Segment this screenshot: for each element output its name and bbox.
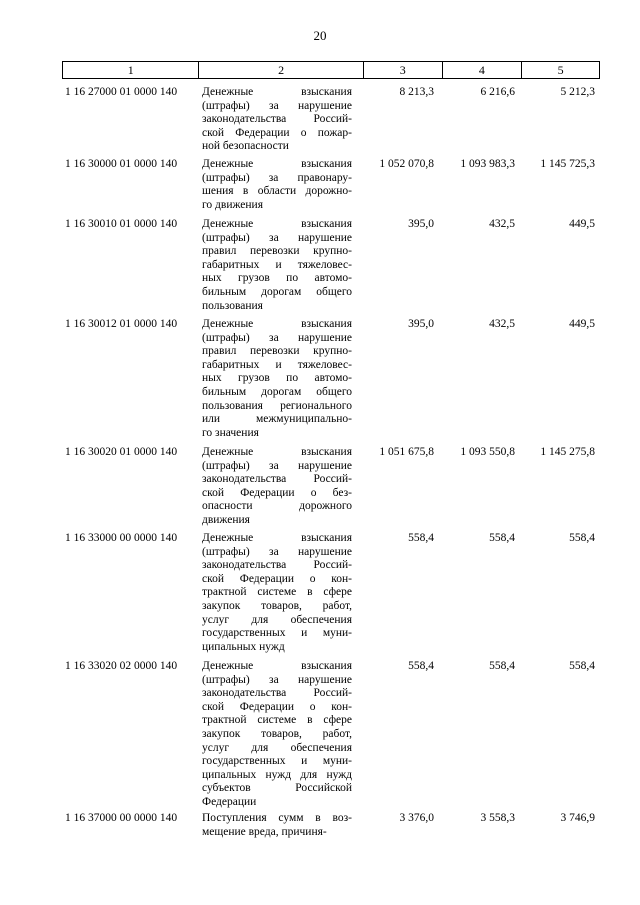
description-line: Федерации [202,795,257,808]
description-line: Денежные взыскания [202,532,352,544]
description-line: трактной системе в сфере [202,714,352,727]
description-line: шения в области дорожно- [202,185,352,198]
row-code: 1 16 30000 01 0000 140 [65,158,178,170]
description-line: услуг для обеспечения [202,741,352,754]
description-line: ской Федерации о кон- [202,572,352,585]
row-code: 1 16 30012 01 0000 140 [65,318,178,330]
description-line: законодательства Россий- [202,687,352,700]
description-line: бильным дорогам общего [202,385,352,398]
description-line: (штрафы) за нарушение [202,331,352,344]
description-line: ной безопасности [202,140,289,153]
description-line: пользования [202,299,263,312]
description-line: трактной системе в сфере [202,586,352,599]
value-col-5: 449,5 [569,318,595,330]
row-description [202,812,352,839]
description-line: (штрафы) за правонару- [202,171,352,184]
description-line: услуг для обеспечения [202,613,352,626]
header-col-4: 4 [443,62,523,78]
value-col-3: 558,4 [408,660,434,672]
description-line: (штрафы) за нарушение [202,231,352,244]
value-col-5: 558,4 [569,660,595,672]
value-col-3: 1 052 070,8 [379,158,434,170]
row-code: 1 16 30010 01 0000 140 [65,218,178,230]
description-line: государственных и муни- [202,627,352,640]
description-line: габаритных и тяжеловес- [202,358,352,371]
description-line: ных грузов по автомо- [202,372,352,385]
value-col-3: 395,0 [408,218,434,230]
description-line: го значения [202,426,259,439]
description-line: пользования регионального [202,399,352,412]
value-col-5: 558,4 [569,532,595,544]
value-col-3: 8 213,3 [399,86,434,98]
description-line: законодательства Россий- [202,473,352,486]
description-line: Денежные взыскания [202,446,352,458]
value-col-3: 1 051 675,8 [379,446,434,458]
description-line: (штрафы) за нарушение [202,99,352,112]
value-col-3: 3 376,0 [399,812,434,824]
description-line: опасности дорожного [202,500,352,513]
description-line: габаритных и тяжеловес- [202,258,352,271]
description-line: мещение вреда, причиня- [202,825,327,838]
header-col-2: 2 [199,62,363,78]
description-line: движения [202,513,250,526]
row-code: 1 16 37000 00 0000 140 [65,812,178,824]
description-line: Денежные взыскания [202,660,352,672]
value-col-4: 1 093 983,3 [460,158,515,170]
description-line: или межмуниципально- [202,413,352,426]
description-line: ской Федерации о пожар- [202,126,352,139]
value-col-5: 1 145 275,8 [540,446,595,458]
description-line: законодательства Россий- [202,113,352,126]
value-col-5: 3 746,9 [560,812,595,824]
row-code: 1 16 33020 02 0000 140 [65,660,178,672]
description-line: (штрафы) за нарушение [202,459,352,472]
description-line: ской Федерации о кон- [202,700,352,713]
header-col-3: 3 [364,62,443,78]
description-line: (штрафы) за нарушение [202,673,352,686]
description-line: ципальных нужд [202,640,285,653]
description-line: правил перевозки крупно- [202,345,352,358]
description-line: Денежные взыскания [202,158,352,170]
table-header [62,61,600,79]
description-line: ципальных нужд для нужд [202,768,352,781]
row-description [202,158,352,212]
description-line: бильным дорогам общего [202,285,352,298]
value-col-4: 432,5 [489,318,515,330]
description-line: ных грузов по автомо- [202,272,352,285]
value-col-4: 558,4 [489,532,515,544]
value-col-4: 6 216,6 [480,86,515,98]
row-description [202,318,352,440]
value-col-3: 395,0 [408,318,434,330]
row-code: 1 16 27000 01 0000 140 [65,86,178,98]
row-description [202,532,352,654]
description-line: ской Федерации о без- [202,486,352,499]
description-line: закупок товаров, работ, [202,727,352,740]
header-col-1: 1 [63,62,199,78]
value-col-4: 558,4 [489,660,515,672]
description-line: Поступления сумм в воз- [202,812,352,824]
description-line: Денежные взыскания [202,318,352,330]
header-col-5: 5 [557,63,564,77]
page-number: 20 [313,28,327,43]
description-line: Денежные взыскания [202,86,352,98]
row-description [202,86,352,154]
value-col-5: 1 145 725,3 [540,158,595,170]
description-line: Денежные взыскания [202,218,352,230]
row-code: 1 16 30020 01 0000 140 [65,446,178,458]
value-col-4: 1 093 550,8 [460,446,515,458]
value-col-4: 432,5 [489,218,515,230]
description-line: субъектов Российской [202,782,352,795]
value-col-5: 5 212,3 [560,86,595,98]
value-col-5: 449,5 [569,218,595,230]
value-col-3: 558,4 [408,532,434,544]
description-line: государственных и муни- [202,755,352,768]
row-code: 1 16 33000 00 0000 140 [65,532,178,544]
description-line: законодательства Россий- [202,559,352,572]
description-line: закупок товаров, работ, [202,599,352,612]
description-line: правил перевозки крупно- [202,245,352,258]
row-description [202,218,352,313]
value-col-4: 3 558,3 [480,812,515,824]
description-line: (штрафы) за нарушение [202,545,352,558]
row-description [202,660,352,810]
description-line: го движения [202,198,263,211]
row-description [202,446,352,528]
